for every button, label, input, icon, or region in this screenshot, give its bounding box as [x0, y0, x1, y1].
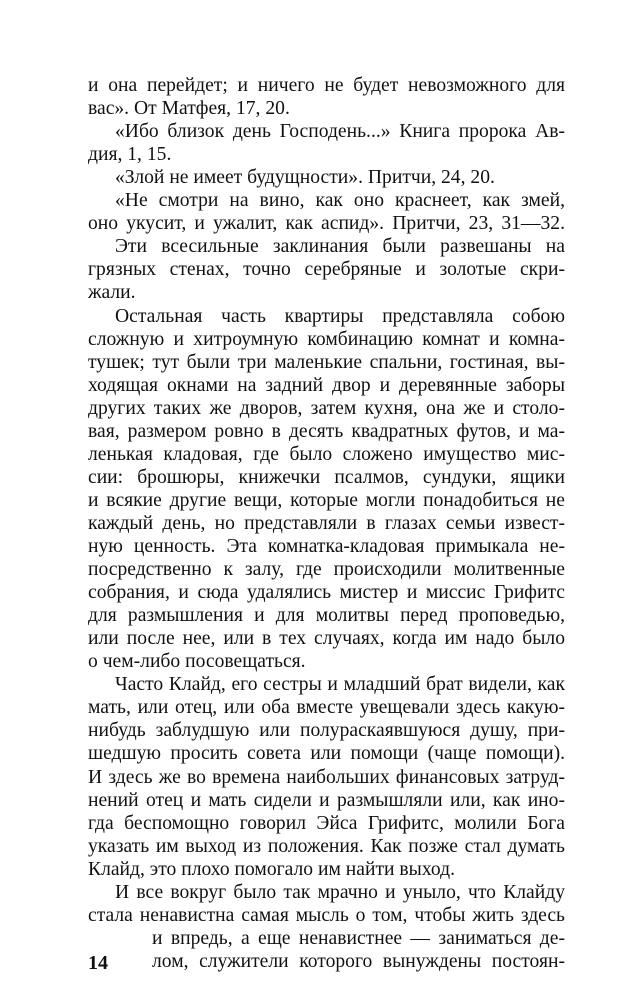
- text-line: вас». От Матфея, 17, 20.: [88, 98, 290, 120]
- text-line: оно укусит, и ужалит, как аспид». Притчи, 23, 31—32.: [88, 213, 565, 235]
- text-line: указать им выход из положения. Как позже стал думать: [88, 835, 565, 857]
- text-line: Часто Клайд, его сестры и младший брат видели, как: [115, 674, 565, 696]
- text-line: Эти всесильные заклинания были развешаны на: [115, 236, 565, 258]
- text-line: и впредь, а еще ненавистнее — заниматься де-: [152, 927, 565, 949]
- text-line: «Не смотри на вино, как оно краснеет, как змей,: [115, 190, 565, 212]
- text-line: «Ибо близок день Господень...» Книга пророка Ав-: [115, 121, 565, 143]
- text-line: грязных стенах, точно серебряные и золотые скри-: [88, 259, 565, 281]
- text-line: посредственно к залу, где происходили молитвенные: [88, 559, 565, 581]
- text-line: Клайд, это плохо помогало им найти выход.: [88, 858, 455, 880]
- text-line: жали.: [88, 282, 136, 304]
- text-line: и она перейдет; и ничего не будет невозможного для: [88, 75, 565, 96]
- text-line: «Злой не имеет будущности». Притчи, 24, 20.: [115, 167, 495, 189]
- text-line: гда беспомощно говорил Эйса Грифитс, молили Бога: [88, 812, 565, 834]
- text-line: сии: брошюры, книжечки псалмов, сундуки, ящики: [88, 466, 565, 488]
- text-line: вая, размером ровно в десять квадратных футов, и ма-: [88, 420, 565, 442]
- text-line: тушек; тут были три маленькие спальни, гостиная, вы-: [88, 351, 565, 373]
- text-line: и всякие другие вещи, которые могли понадобиться не: [88, 489, 565, 511]
- text-line: дия, 1, 15.: [88, 144, 172, 166]
- page-number: 14: [88, 951, 108, 974]
- text-line: нений отец и мать сидели и размышляли или, как ино-: [88, 789, 565, 811]
- text-line: собрания, и сюда удалялись мистер и миссис Грифитс: [88, 582, 565, 604]
- text-line: о чем-либо посовещаться.: [88, 651, 306, 673]
- text-line: ходящая окнами на задний двор и деревянные заборы: [88, 374, 565, 396]
- text-line: или после нее, или в тех случаях, когда им надо было: [88, 628, 565, 650]
- text-line: нибудь заблудшую или полураскаявшуюся душу, при-: [88, 720, 565, 742]
- text-line: ленькая кладовая, где было сложено имущество мис-: [88, 443, 565, 465]
- text-line: мать, или отец, или оба вместе увещевали здесь какую-: [88, 697, 565, 719]
- text-line: И здесь же во времена наибольших финансовых затруд-: [88, 766, 565, 788]
- text-line: Остальная часть квартиры представляла собою: [115, 305, 565, 327]
- text-line: других таких же дворов, затем кухня, она же и столо-: [88, 397, 565, 419]
- text-line: каждый день, но представляли в глазах семьи извест-: [88, 512, 565, 534]
- text-line: стала ненавистна самая мысль о том, чтобы жить здесь: [88, 904, 565, 926]
- text-line: ную ценность. Эта комнатка-кладовая примыкала не-: [88, 536, 565, 557]
- text-line: шедшую просить совета или помощи (чаще помощи).: [88, 743, 565, 765]
- text-line: для размышления и для молитвы перед проповедью,: [88, 605, 565, 627]
- text-line: И все вокруг было так мрачно и уныло, что Клайду: [115, 881, 565, 903]
- text-line: лом, служители которого вынуждены постоян-: [152, 950, 565, 972]
- text-line: сложную и хитроумную комбинацию комнат и комна-: [88, 328, 565, 350]
